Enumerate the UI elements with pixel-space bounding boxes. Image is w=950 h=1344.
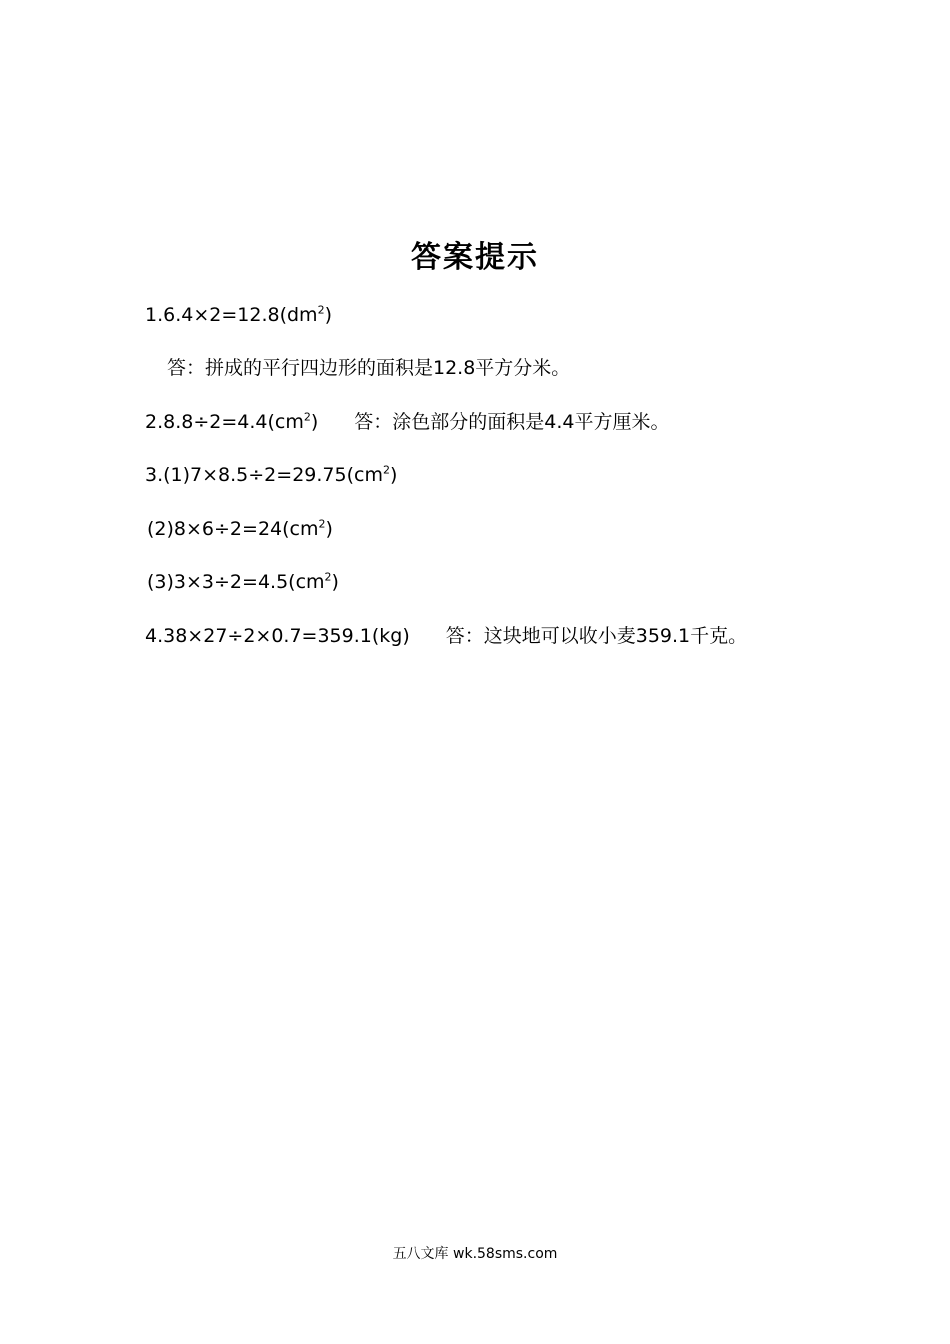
closing-paren: ) [325, 518, 333, 540]
superscript-2: 2 [318, 517, 326, 531]
page-title: 答案提示 [411, 240, 539, 275]
answer-1-expression-text: 1.6.4×2=12.8(dm [145, 304, 318, 326]
answer-3-part-2-text: (2)8×6÷2=24(cm [147, 518, 319, 540]
answer-4-expression-text: 4.38×27÷2×0.7=359.1(kg) [145, 625, 410, 647]
superscript-2: 2 [303, 410, 311, 424]
answer-4-line [145, 622, 747, 650]
answer-2-statement: 答：涂色部分的面积是4.4平方厘米。 [354, 411, 670, 433]
answer-1-expression [145, 301, 332, 329]
answer-2-line [145, 408, 670, 436]
closing-paren: ) [324, 304, 332, 326]
answer-3-part-2 [147, 515, 333, 543]
answer-4-statement: 答：这块地可以收小麦359.1千克。 [445, 625, 748, 647]
answer-3-part-3 [147, 568, 339, 596]
answer-3-part-3-text: (3)3×3÷2=4.5(cm [147, 571, 325, 593]
footer-watermark: 五八文库 wk.58sms.com [392, 1246, 558, 1262]
answer-3-part-1 [145, 461, 397, 489]
closing-paren: ) [389, 464, 398, 486]
answer-1-statement: 答：拼成的平行四边形的面积是12.8平方分米。 [167, 357, 571, 379]
superscript-2: 2 [317, 303, 325, 317]
answer-2-expression-text: 2.8.8÷2=4.4(cm [145, 411, 304, 433]
answer-3-part-1-text: 3.(1)7×8.5÷2=29.75(cm [145, 464, 383, 486]
closing-paren: ) [331, 571, 339, 593]
superscript-2: 2 [324, 570, 332, 584]
closing-paren: ) [310, 411, 319, 433]
superscript-2: 2 [382, 463, 390, 477]
